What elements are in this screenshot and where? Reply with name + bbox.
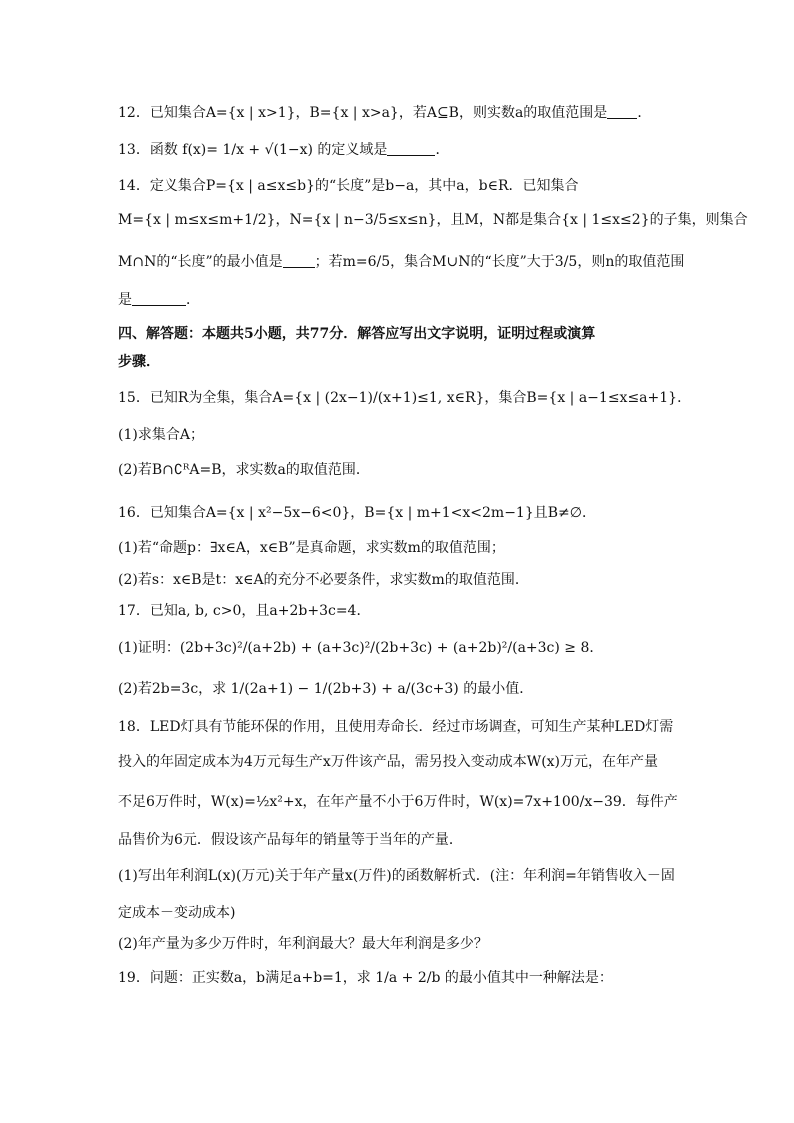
question-16-part-2: (2)若s：x∈B是t：x∈A的充分不必要条件，求实数m的取值范围． xyxy=(118,572,529,588)
question-15-part-1: (1)求集合A； xyxy=(118,427,204,443)
question-18-line-4: 品售价为6元．假设该产品每年的销量等于当年的产量． xyxy=(118,832,463,848)
question-14-line-3: M∩N的“长度”的最小值是 ；若m=6/5，集合M∪N的“长度”大于3/5，则n的取值范围 xyxy=(118,254,685,270)
question-17-part-1: (1)证明：(2b+3c)²/(a+2b) + (a+3c)²/(2b+3c) + (a+2b)²/(a+3c) ≥ 8． xyxy=(118,640,604,656)
question-12: 12．已知集合A={x | x>1}，B={x | x>a}，若A⊆B，则实数a的取值范围是 ． xyxy=(118,105,652,121)
question-14-line-2: M={x | m≤x≤m+1/2}，N={x | n−3/5≤x≤n}，且M，N都是集合{x | 1≤x≤2}的子集，则集合 xyxy=(118,212,748,228)
answer-blank xyxy=(283,253,315,268)
question-19: 19．问题：正实数a，b满足a+b=1，求 1/a + 2/b 的最小值其中一种解法是： xyxy=(118,970,613,986)
question-15: 15．已知R为全集，集合A={x | (2x−1)/(x+1)≤1, x∈R}，集合B={x | a−1≤x≤a+1}． xyxy=(118,390,692,406)
question-14-line-4: 是 ． xyxy=(118,292,200,308)
answer-blank xyxy=(607,104,637,119)
question-18-part-2: (2)年产量为多少万件时，年利润最大？最大年利润是多少？ xyxy=(118,936,488,952)
section-heading: 四、解答题：本题共5小题，共77分．解答应写出文字说明，证明过程或演算 xyxy=(118,326,596,342)
question-17-part-2: (2)若2b=3c，求 1/(2a+1) − 1/(2b+3) + a/(3c+3) 的最小值． xyxy=(118,681,534,697)
question-18-line-2: 投入的年固定成本为4万元每生产x万件该产品，需另投入变动成本W(x)万元，在年产量 xyxy=(118,754,659,770)
question-17: 17．已知a, b, c>0，且a+2b+3c=4． xyxy=(118,603,371,619)
question-18-part-1: (1)写出年利润L(x)(万元)关于年产量x(万件)的函数解析式．(注：年利润=年销售收入－固 xyxy=(118,868,675,884)
question-16: 16．已知集合A={x | x²−5x−6<0}，B={x | m+1<x<2m−1}且B≠∅． xyxy=(118,505,596,521)
question-18-part-1-cont: 定成本－变动成本) xyxy=(118,905,236,921)
question-18-line-1: 18．LED灯具有节能环保的作用，且使用寿命长．经过市场调查，可知生产某种LED灯需 xyxy=(118,719,674,735)
answer-blank xyxy=(132,291,186,306)
section-heading-cont: 步骤． xyxy=(118,354,160,370)
question-14-line-1: 14．定义集合P={x | a≤x≤b}的“长度”是b−a，其中a，b∈R．已知集合 xyxy=(118,178,579,194)
question-18-line-3: 不足6万件时，W(x)=½x²+x，在年产量不小于6万件时，W(x)=7x+100/x−39．每件产 xyxy=(118,794,678,810)
answer-blank xyxy=(387,141,435,156)
question-13: 13．函数 f(x)= 1/x + √(1−x) 的定义域是 ． xyxy=(118,142,450,158)
question-16-part-1: (1)若“命题p：∃x∈A，x∈B”是真命题，求实数m的取值范围； xyxy=(118,540,505,556)
question-15-part-2: (2)若B∩∁ᴿA=B，求实数a的取值范围． xyxy=(118,462,370,478)
